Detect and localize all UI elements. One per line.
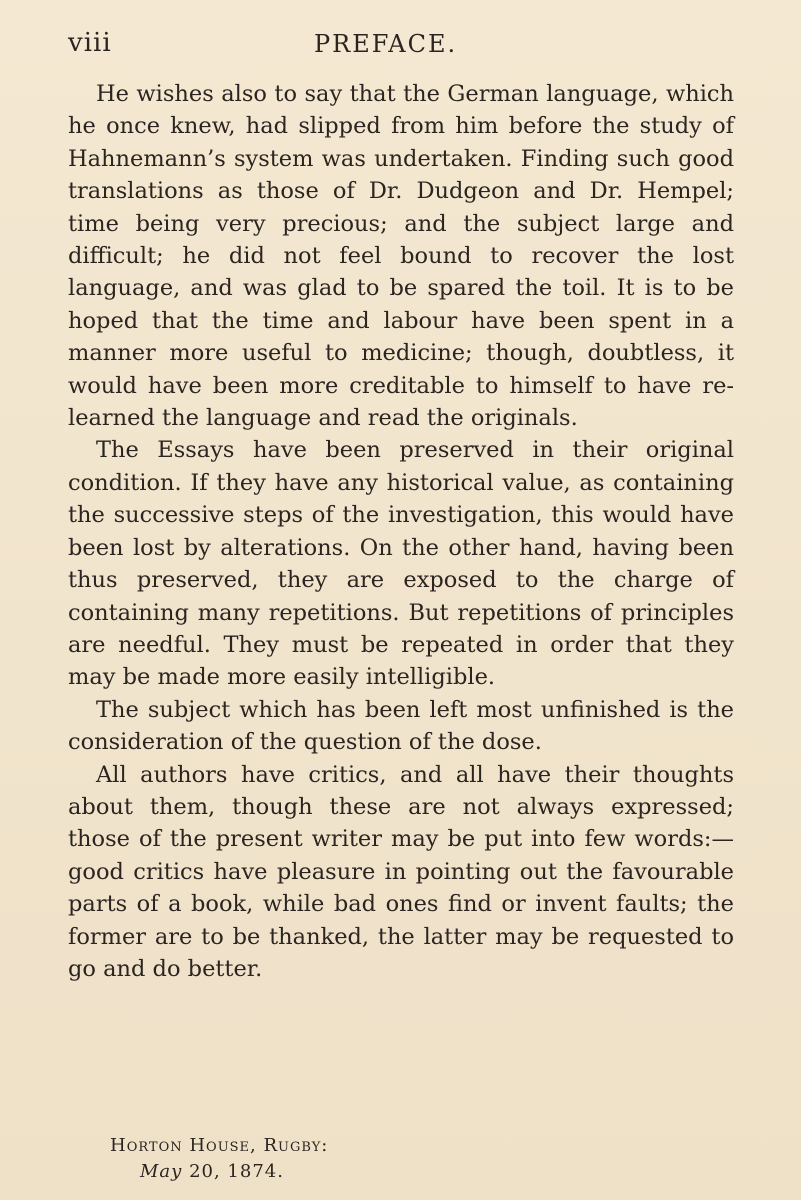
preface-body [68,78,734,985]
paragraph-german-language: He wishes also to say that the German language, which he once knew, had slipped from him before the study of Hahnemann’s system was undertaken. Finding such good translations as those of Dr. Dudgeon and Dr. Hempel; time being very precious; and the subject large and difficult; he did not feel bound to recover the lost language, and was glad to be spared the toil. It is to be hoped that the time and labour have been spent in a manner more useful to medicine; though, doubtless, it would have been more creditable to himself to have re-learned the language and read the originals. [68,81,734,432]
paragraph-essays-preserved: The Essays have been preserved in their original condition. If they have any historical value, as containing the successive steps of the investigation, this would have been lost by alterations. On the other hand, having been thus preserved, they are exposed to the charge of containing many repetitions. But repetitions of principles are needful. They must be repeated in order that they may be made more easily intelligible. [68,437,734,691]
paragraph-critics: All authors have critics, and all have their thoughts about them, though these are not always expressed; those of the present writer may be put into few words:—good critics have pleasure in pointing out the favourable parts of a book, while bad ones find or invent faults; the former are to be thanked, the latter may be requested to go and do better. [68,761,734,982]
signature-place: Horton House, Rugby: [110,1135,329,1156]
signature-block [110,1133,328,1185]
paragraph-dose-question: The subject which has been left most unfinished is the consideration of the question of the dose. [68,696,734,756]
signature-date-month: May [140,1161,183,1182]
page-number: viii [68,28,112,58]
running-head: PREFACE. [314,30,458,58]
signature-date-day-year: 20, 1874. [189,1161,284,1182]
signature-date [110,1159,328,1185]
